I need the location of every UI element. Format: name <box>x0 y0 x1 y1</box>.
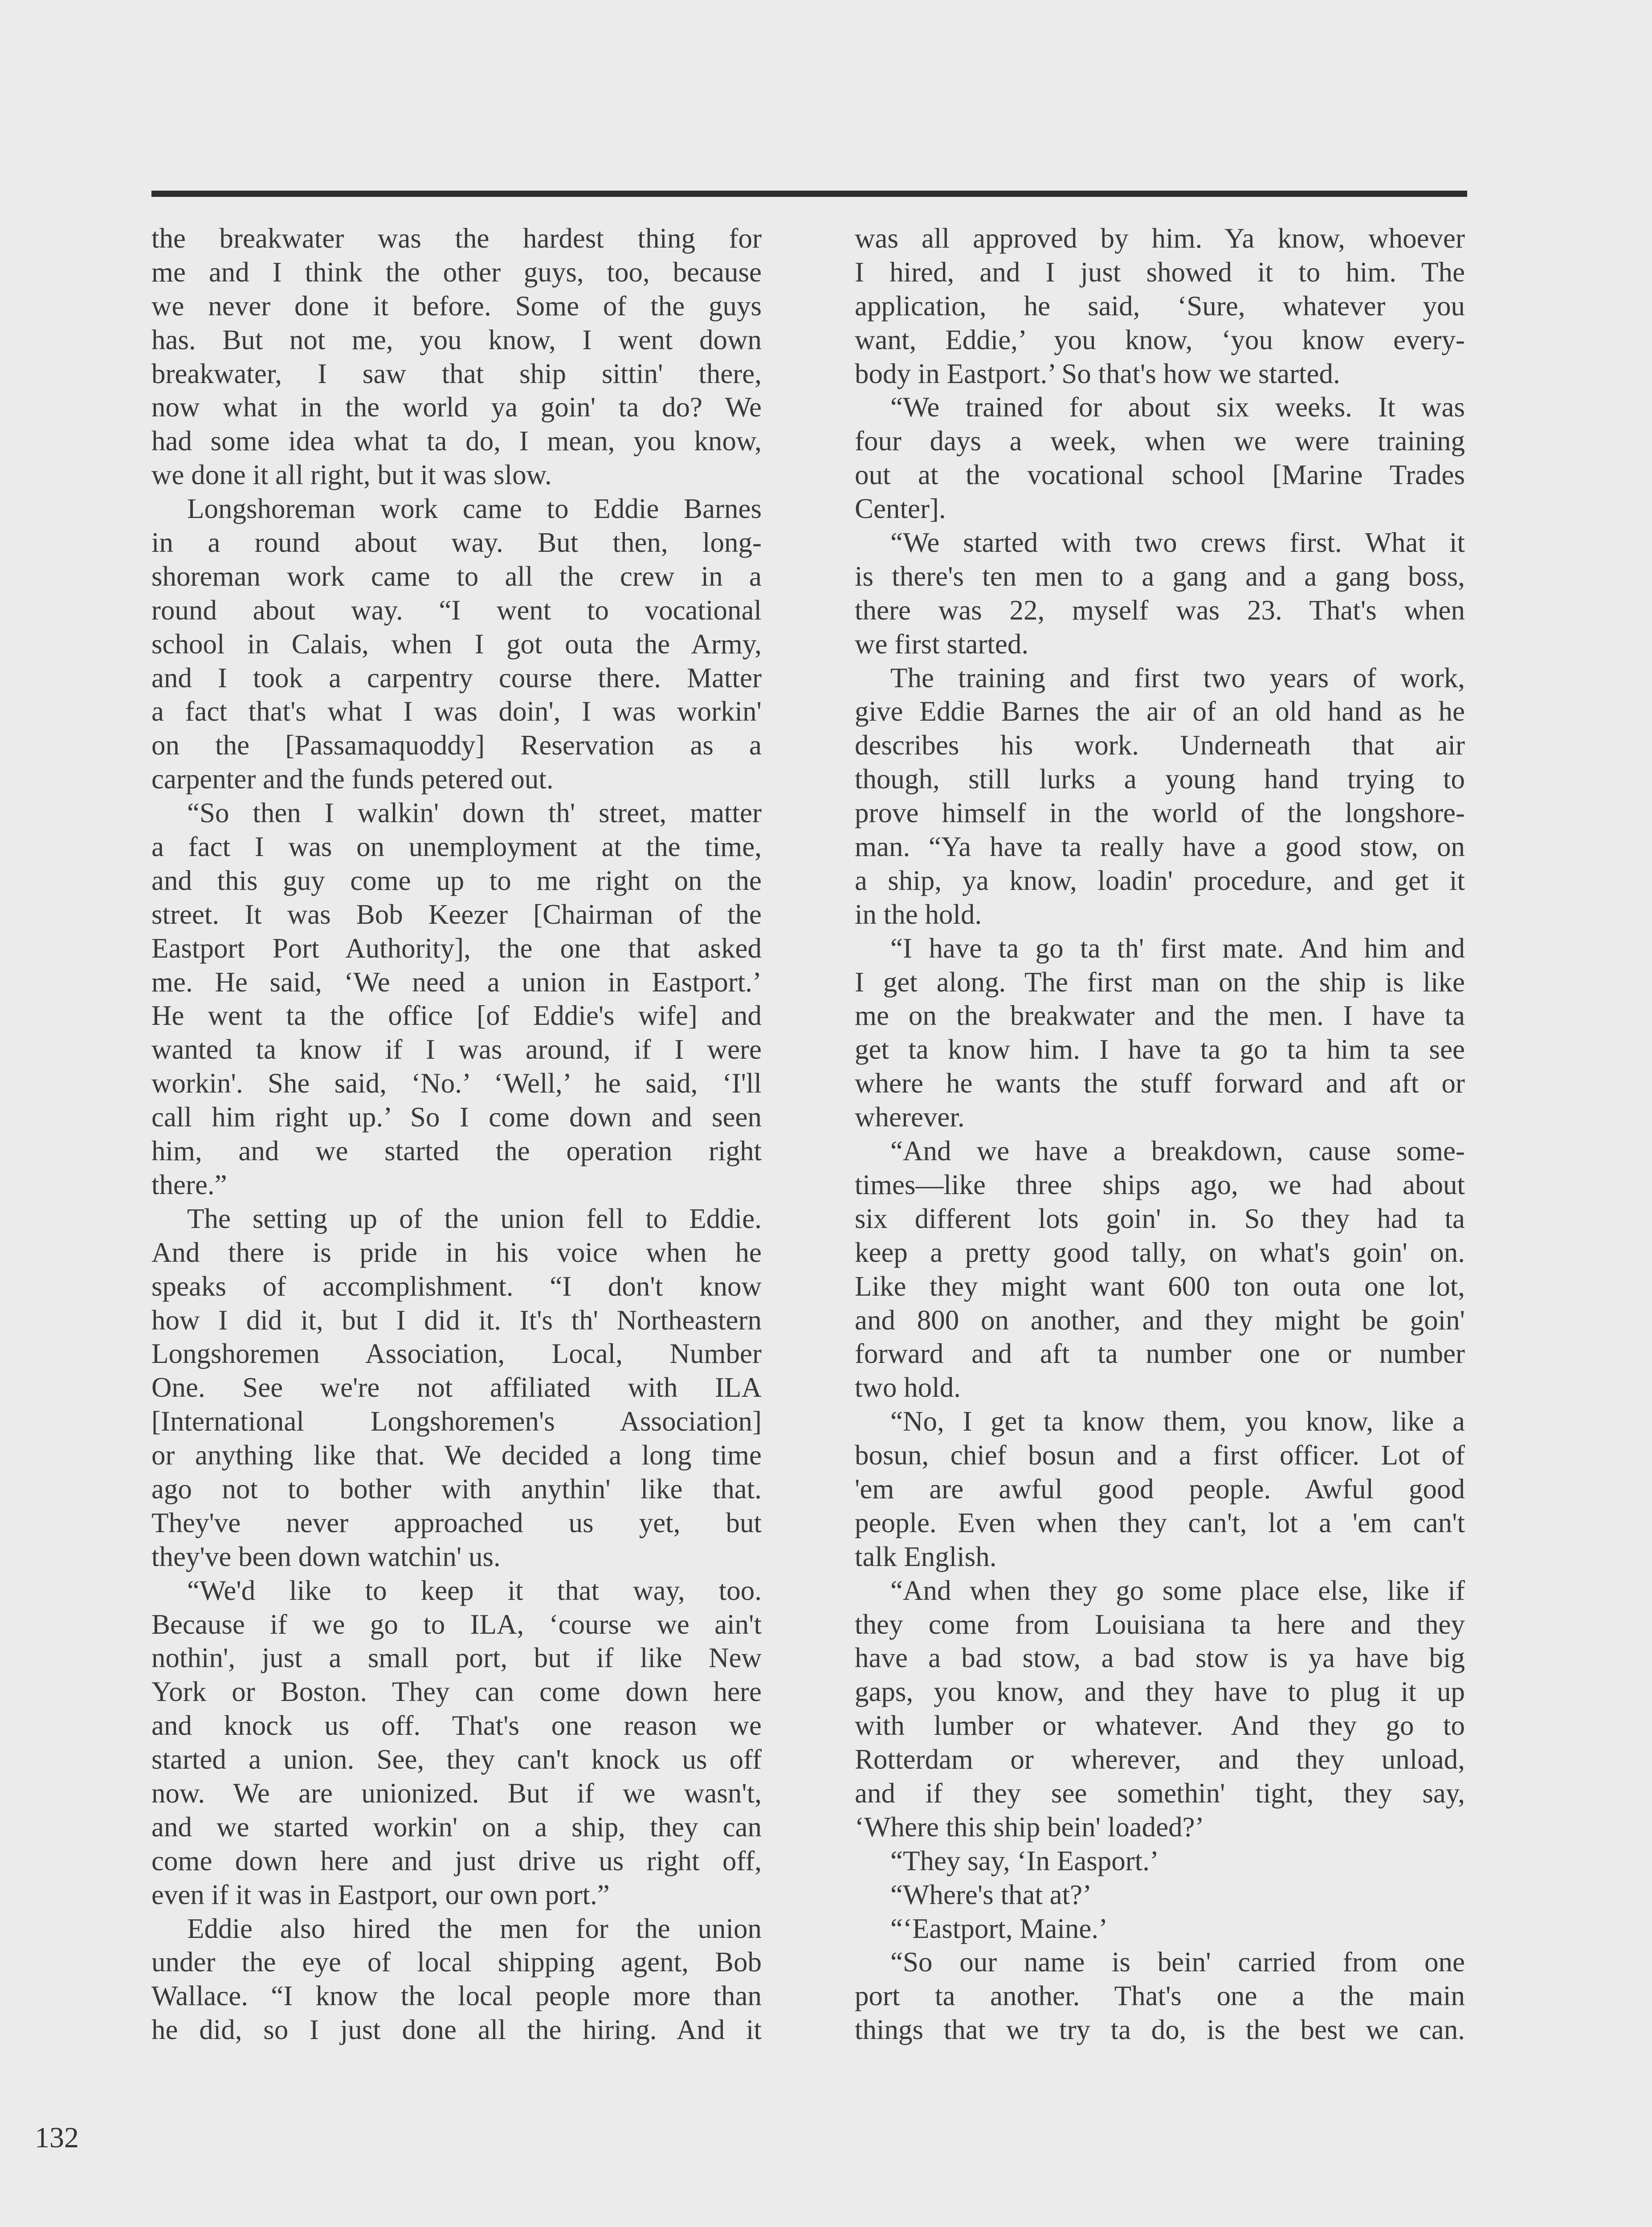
text-line: “So then I walkin' down th' street, matter <box>187 797 762 829</box>
text-line: on the [Passamaquoddy] Reservation as a <box>151 730 762 761</box>
left-text-column <box>151 222 762 2047</box>
text-line: “They say, ‘In Easport.’ <box>890 1845 1159 1876</box>
text-line: carpenter and the funds petered out. <box>151 763 554 795</box>
text-line: where he wants the stuff forward and aft or <box>855 1068 1465 1099</box>
text-line: he did, so I just done all the hiring. And it <box>151 2014 762 2046</box>
text-line: street. It was Bob Keezer [Chairman of the <box>151 898 762 930</box>
text-line: how I did it, but I did it. It's th' Northeastern <box>151 1304 762 1336</box>
text-line: application, he said, ‘Sure, whatever you <box>855 290 1465 322</box>
text-line: under the eye of local shipping agent, Bob <box>151 1946 762 1978</box>
text-line: And there is pride in his voice when he <box>151 1236 762 1268</box>
text-line: and if they see somethin' tight, they say, <box>855 1777 1465 1809</box>
text-line: people. Even when they can't, lot a 'em can't <box>855 1507 1465 1538</box>
text-line: four days a week, when we were training <box>855 425 1465 457</box>
text-line: six different lots goin' in. So they had ta <box>855 1203 1465 1234</box>
text-line: with lumber or whatever. And they go to <box>855 1710 1465 1742</box>
text-line: ‘Where this ship bein' loaded?’ <box>855 1811 1204 1843</box>
text-line: Eastport Port Authority], the one that asked <box>151 932 762 964</box>
text-line: The training and first two years of work, <box>890 662 1465 693</box>
text-line: ago not to bother with anythin' like that. <box>151 1473 762 1505</box>
text-line: though, still lurks a young hand trying to <box>855 763 1465 795</box>
text-line: has. But not me, you know, I went down <box>151 324 762 355</box>
text-line: and this guy come up to me right on the <box>151 865 762 896</box>
text-line: had some idea what ta do, I mean, you know, <box>151 425 762 457</box>
text-line: breakwater, I saw that ship sittin' there, <box>151 358 762 389</box>
text-line: 'em are awful good people. Awful good <box>855 1473 1465 1505</box>
text-line: times—like three ships ago, we had about <box>855 1169 1465 1200</box>
text-line: The setting up of the union fell to Eddie. <box>187 1203 762 1234</box>
text-line: “And we have a breakdown, cause some- <box>890 1135 1465 1167</box>
text-line: we done it all right, but it was slow. <box>151 459 552 491</box>
text-line: Center]. <box>855 493 946 525</box>
text-line: [International Longshoremen's Association] <box>151 1406 762 1437</box>
text-line: started a union. See, they can't knock us off <box>151 1744 762 1775</box>
text-line: two hold. <box>855 1372 961 1403</box>
text-line: “We trained for about six weeks. It was <box>890 392 1465 423</box>
text-line: port ta another. That's one a the main <box>855 1980 1465 2012</box>
text-line: come down here and just drive us right off, <box>151 1845 762 1876</box>
text-line: keep a pretty good tally, on what's goin' on. <box>855 1236 1465 1268</box>
text-line: a fact that's what I was doin', I was workin' <box>151 696 762 727</box>
text-line: forward and aft ta number one or number <box>855 1338 1465 1370</box>
text-line: in the hold. <box>855 898 982 930</box>
text-line: a fact I was on unemployment at the time, <box>151 831 762 863</box>
text-line: shoreman work came to all the crew in a <box>151 560 762 592</box>
text-line: Because if we go to ILA, ‘course we ain't <box>151 1608 762 1640</box>
text-line: speaks of accomplishment. “I don't know <box>151 1270 762 1302</box>
text-line: in a round about way. But then, long- <box>151 527 762 559</box>
text-line: is there's ten men to a gang and a gang boss, <box>855 560 1465 592</box>
text-line: One. See we're not affiliated with ILA <box>151 1372 762 1403</box>
text-line: him, and we started the operation right <box>151 1135 762 1167</box>
text-line: “Where's that at?’ <box>890 1879 1092 1910</box>
text-line: and we started workin' on a ship, they can <box>151 1811 762 1843</box>
text-line: round about way. “I went to vocational <box>151 594 762 626</box>
page-number: 132 <box>35 2121 79 2154</box>
text-line: nothin', just a small port, but if like New <box>151 1642 762 1674</box>
text-line: gaps, you know, and they have to plug it up <box>855 1676 1465 1708</box>
text-line: “‘Eastport, Maine.’ <box>890 1913 1108 1944</box>
text-line: Wallace. “I know the local people more than <box>151 1980 762 2012</box>
text-line: and 800 on another, and they might be goin' <box>855 1304 1465 1336</box>
text-line: bosun, chief bosun and a first officer. Lot of <box>855 1440 1465 1471</box>
text-line: and knock us off. That's one reason we <box>151 1710 762 1742</box>
text-line: now. We are unionized. But if we wasn't, <box>151 1777 762 1809</box>
text-line: Rotterdam or wherever, and they unload, <box>855 1744 1465 1775</box>
text-line: call him right up.’ So I come down and seen <box>151 1101 762 1133</box>
text-line: man. “Ya have ta really have a good stow, on <box>855 831 1465 863</box>
text-line: we never done it before. Some of the guys <box>151 290 762 322</box>
text-line: there.” <box>151 1169 227 1200</box>
text-line: or anything like that. We decided a long time <box>151 1440 762 1471</box>
text-line: describes his work. Underneath that air <box>855 730 1465 761</box>
text-line: prove himself in the world of the longshore- <box>855 797 1465 829</box>
text-line: talk English. <box>855 1541 997 1572</box>
text-line: “No, I get ta know them, you know, like a <box>890 1406 1465 1437</box>
text-line: “We'd like to keep it that way, too. <box>187 1574 762 1606</box>
text-line: have a bad stow, a bad stow is ya have big <box>855 1642 1465 1674</box>
text-line: Eddie also hired the men for the union <box>187 1913 762 1944</box>
text-line: they've been down watchin' us. <box>151 1541 501 1572</box>
text-line: wanted ta know if I was around, if I were <box>151 1034 762 1065</box>
text-line: and I took a carpentry course there. Matter <box>151 662 762 693</box>
text-line: a ship, ya know, loadin' procedure, and get it <box>855 865 1465 896</box>
header-rule <box>151 191 1467 197</box>
text-line: want, Eddie,’ you know, ‘you know every- <box>855 324 1465 355</box>
text-line: was all approved by him. Ya know, whoever <box>855 223 1465 254</box>
text-line: the breakwater was the hardest thing for <box>151 223 762 254</box>
text-line: give Eddie Barnes the air of an old hand as he <box>855 696 1465 727</box>
text-line: Longshoremen Association, Local, Number <box>151 1338 762 1370</box>
text-line: “And when they go some place else, like if <box>890 1574 1465 1606</box>
text-line: they come from Louisiana ta here and they <box>855 1608 1465 1640</box>
text-line: Like they might want 600 ton outa one lot, <box>855 1270 1465 1302</box>
text-line: me and I think the other guys, too, because <box>151 256 762 288</box>
text-line: school in Calais, when I got outa the Army, <box>151 628 762 660</box>
text-line: things that we try ta do, is the best we can. <box>855 2014 1465 2046</box>
text-line: I hired, and I just showed it to him. The <box>855 256 1465 288</box>
text-line: there was 22, myself was 23. That's when <box>855 594 1465 626</box>
text-line: Longshoreman work came to Eddie Barnes <box>187 493 762 525</box>
text-line: out at the vocational school [Marine Trades <box>855 459 1465 491</box>
text-line: “So our name is bein' carried from one <box>890 1946 1465 1978</box>
text-line: we first started. <box>855 628 1029 660</box>
text-line: me on the breakwater and the men. I have ta <box>855 1000 1465 1032</box>
text-line: They've never approached us yet, but <box>151 1507 762 1538</box>
text-line: workin'. She said, ‘No.’ ‘Well,’ he said, ‘I'll <box>151 1068 762 1099</box>
right-text-column <box>855 222 1465 2047</box>
text-line: “I have ta go ta th' first mate. And him and <box>890 932 1465 964</box>
text-line: even if it was in Eastport, our own port.” <box>151 1879 610 1910</box>
text-line: I get along. The first man on the ship is like <box>855 966 1465 998</box>
text-line: York or Boston. They can come down here <box>151 1676 762 1708</box>
text-line: wherever. <box>855 1101 965 1133</box>
text-line: He went ta the office [of Eddie's wife] and <box>151 1000 762 1032</box>
text-line: now what in the world ya goin' ta do? We <box>151 392 762 423</box>
text-line: “We started with two crews first. What it <box>890 527 1465 559</box>
text-line: me. He said, ‘We need a union in Eastport.’ <box>151 966 762 998</box>
text-line: body in Eastport.’ So that's how we started. <box>855 358 1340 389</box>
text-line: get ta know him. I have ta go ta him ta see <box>855 1034 1465 1065</box>
